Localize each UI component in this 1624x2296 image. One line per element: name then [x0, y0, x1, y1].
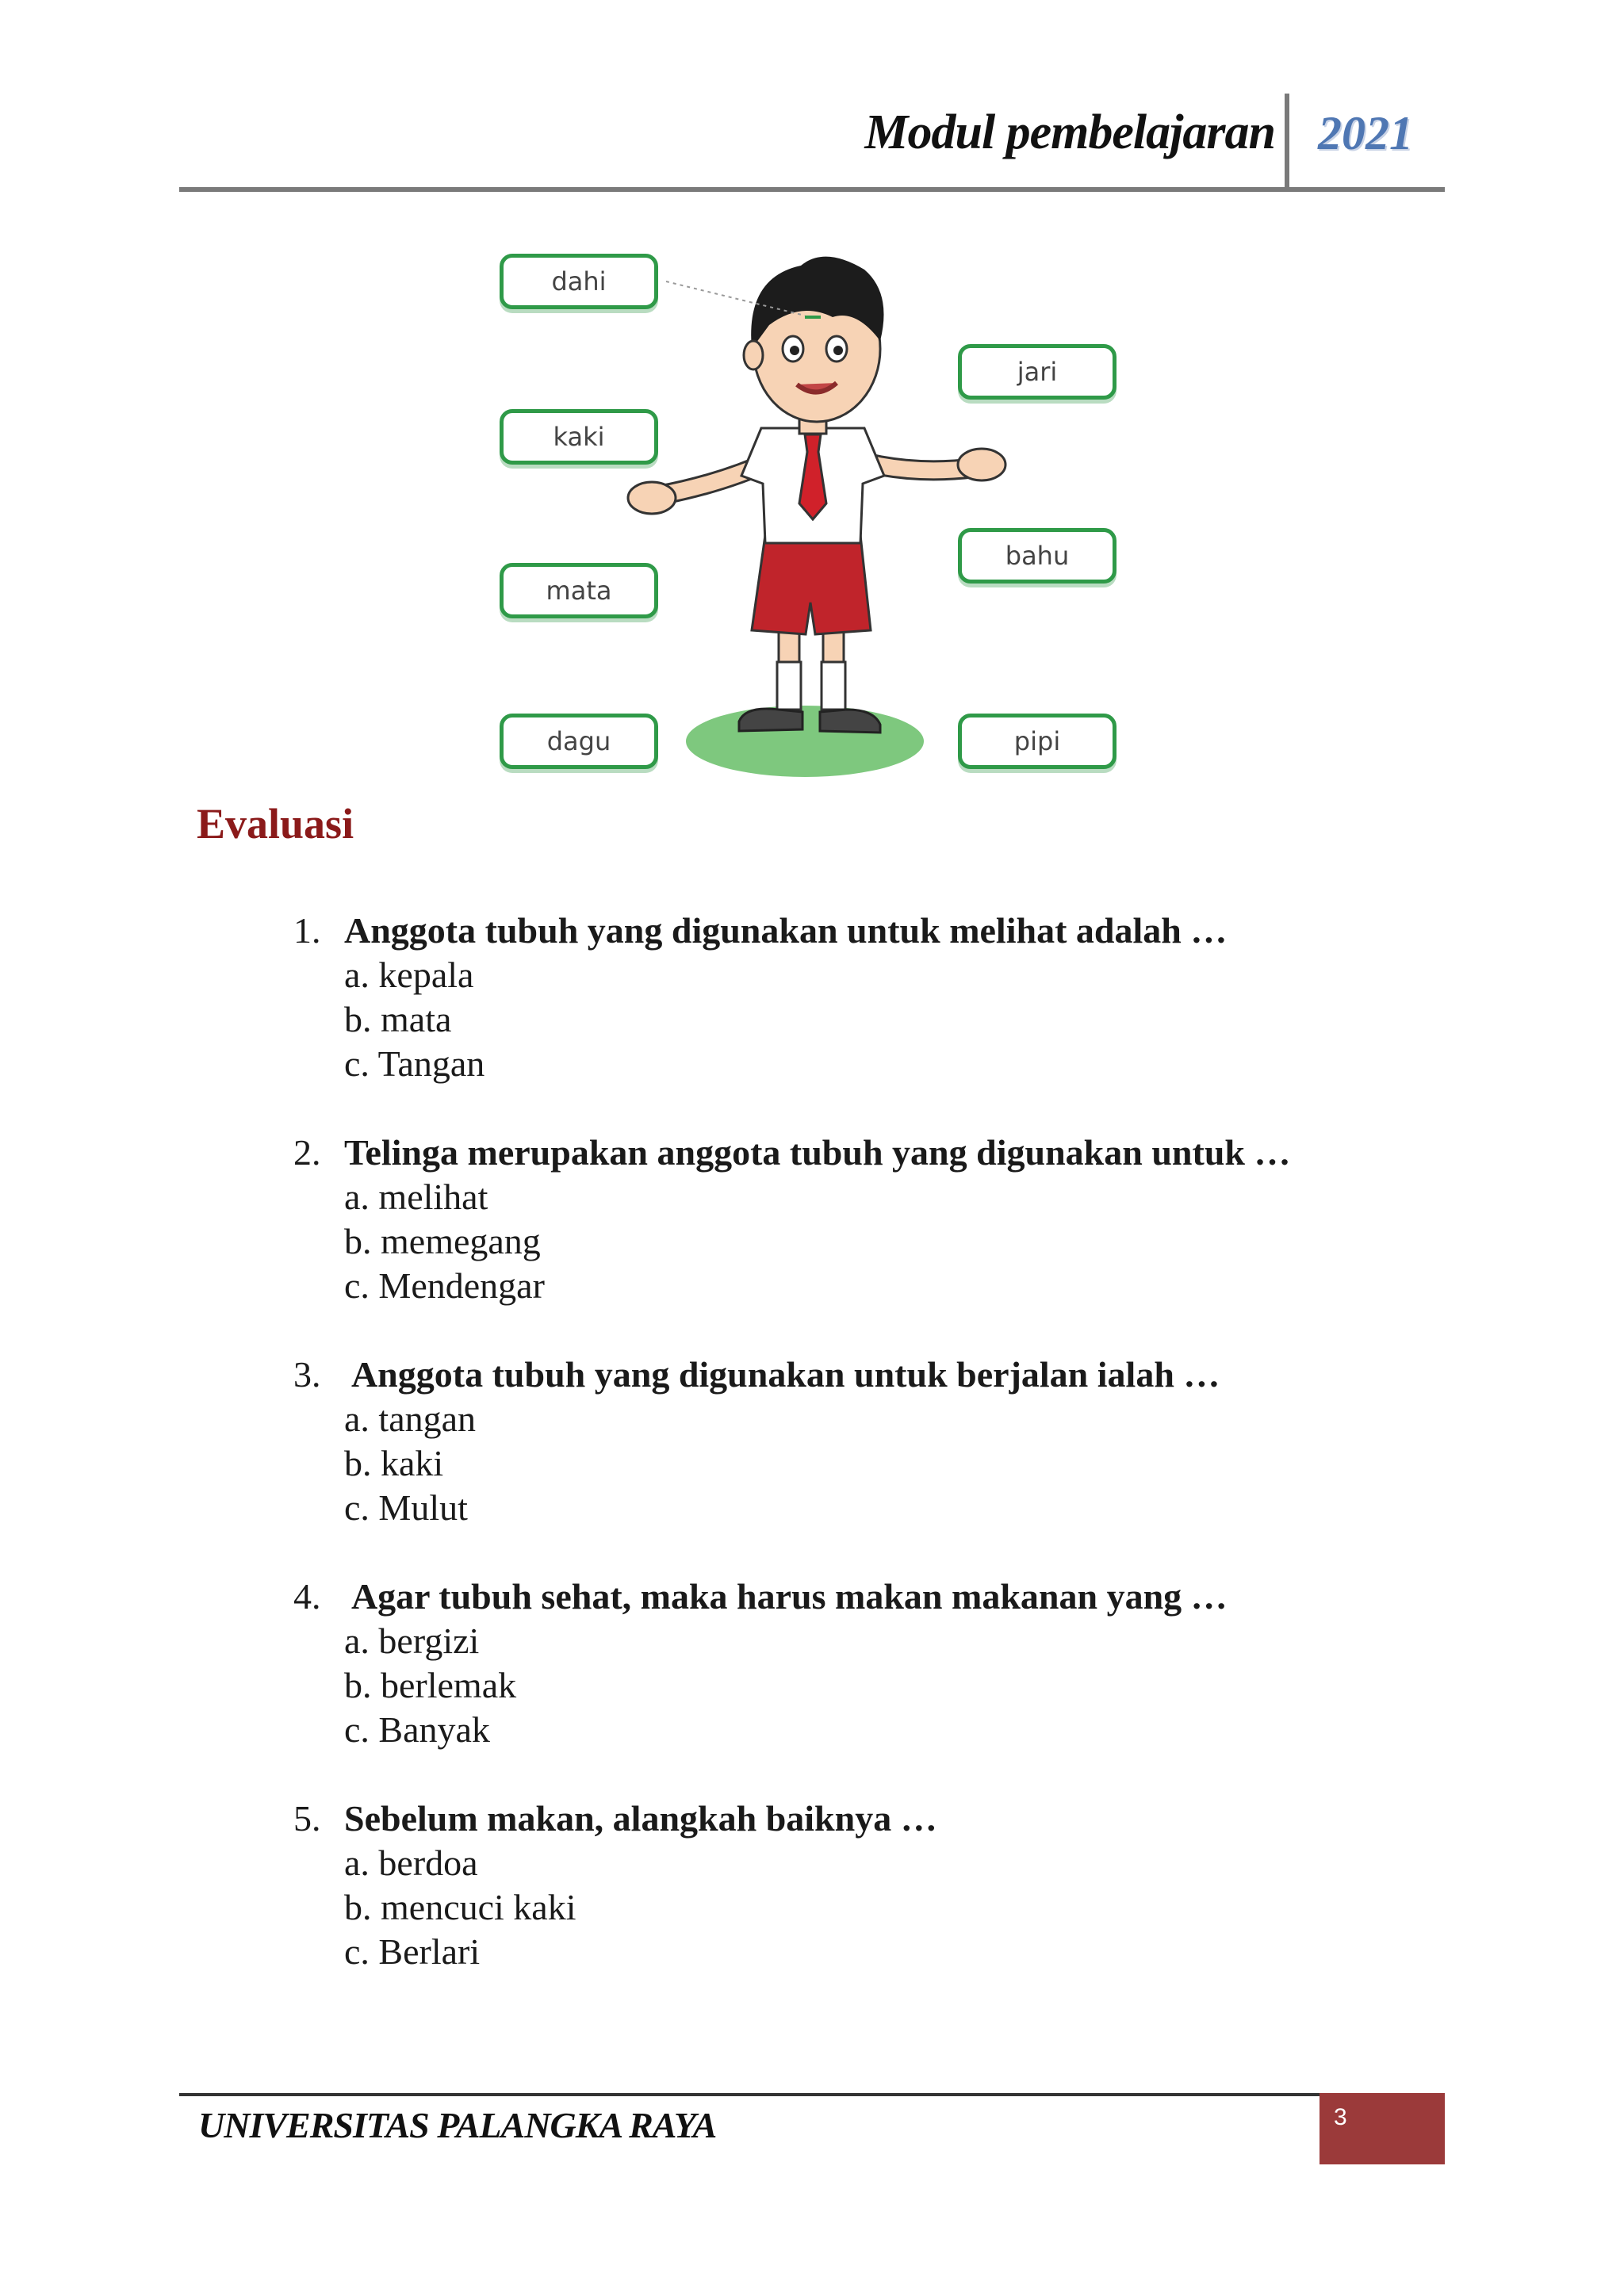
body-parts-illustration: [484, 230, 1166, 801]
answer-option: b. mata: [344, 999, 452, 1039]
page-number: 3: [1320, 2093, 1445, 2164]
answer-option: a. kepala: [344, 955, 474, 995]
answer-option: a. bergizi: [344, 1621, 480, 1661]
label-kaki: kaki: [500, 409, 658, 465]
question-text: Agar tubuh sehat, maka harus makan makanan yang …: [344, 1576, 1228, 1617]
answer-option: b. kaki: [344, 1443, 444, 1483]
question-item: [293, 1353, 1404, 1530]
question-number: 4.: [293, 1576, 321, 1617]
footer-rule: [179, 2093, 1321, 2096]
page-header: [179, 94, 1445, 192]
question-text: Anggota tubuh yang digunakan untuk berjalan ialah …: [344, 1354, 1220, 1395]
answer-option: c. Banyak: [344, 1709, 490, 1750]
answer-option: a. tangan: [344, 1399, 477, 1439]
question-number: 2.: [293, 1132, 321, 1173]
question-item: [293, 1797, 1404, 1974]
answer-option: b. mencuci kaki: [344, 1887, 576, 1927]
label-dahi: dahi: [500, 254, 658, 309]
label-bahu: bahu: [958, 528, 1116, 584]
label-mata: mata: [500, 563, 658, 618]
question-item: [293, 909, 1404, 1086]
question-number: 5.: [293, 1798, 321, 1839]
question-list: [293, 909, 1404, 2019]
question-text: Anggota tubuh yang digunakan untuk melihat adalah …: [344, 910, 1228, 951]
question-number: 3.: [293, 1354, 321, 1395]
section-title: Evaluasi: [197, 800, 354, 848]
answer-option: a. berdoa: [344, 1843, 478, 1883]
header-rule: [179, 187, 1445, 192]
question-number: 1.: [293, 910, 321, 951]
header-title: Modul pembelajaran: [864, 105, 1275, 159]
answer-option: b. berlemak: [344, 1665, 517, 1705]
question-item: [293, 1131, 1404, 1308]
answer-option: a. melihat: [344, 1177, 488, 1217]
answer-option: b. memegang: [344, 1221, 541, 1261]
answer-option: c. Berlari: [344, 1931, 481, 1972]
header-year: 2021: [1318, 107, 1413, 159]
question-item: [293, 1575, 1404, 1752]
label-dagu: dagu: [500, 714, 658, 769]
label-jari: jari: [958, 344, 1116, 400]
question-text: Sebelum makan, alangkah baiknya …: [344, 1798, 937, 1839]
header-divider: [1285, 94, 1289, 187]
footer-university: UNIVERSITAS PALANGKA RAYA: [198, 2105, 717, 2145]
answer-option: c. Mulut: [344, 1487, 468, 1528]
label-pipi: pipi: [958, 714, 1116, 769]
answer-option: c. Tangan: [344, 1043, 485, 1084]
answer-option: c. Mendengar: [344, 1265, 545, 1306]
question-text: Telinga merupakan anggota tubuh yang digunakan untuk …: [344, 1132, 1291, 1173]
